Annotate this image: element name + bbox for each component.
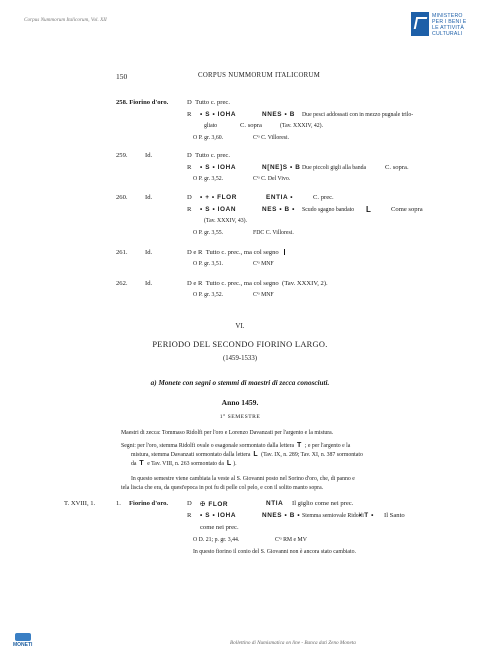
entry-1-weight: O D. 21; p. gr. 3,44. xyxy=(193,537,240,543)
entry-260-obverse-text: C. prec. xyxy=(313,194,334,201)
semester-heading: 1° SEMESTRE xyxy=(219,414,261,420)
entry-260-legend-1: • S • IOAN xyxy=(200,206,237,213)
entry-258-desc-3: C. sopra xyxy=(240,122,262,129)
section-title: PERIODO DEL SECONDO FIORINO LARGO. xyxy=(152,340,328,349)
section-dates: (1459-1533) xyxy=(223,355,257,362)
entry-259-number: 259. xyxy=(116,152,128,159)
entry-261-metal: Id. xyxy=(145,249,153,256)
page-number: 150 xyxy=(116,72,128,81)
paragraph-maestri: Maestri di zecca: Tommaso Ridolfi per l'oro e Lorenzo Davanzati per l'argento e la mistura. xyxy=(121,430,334,436)
entry-260-desc: Scudo sgagno bandato xyxy=(302,207,355,213)
footer-logo xyxy=(13,633,33,648)
logo-line-4: CULTURALI xyxy=(432,31,463,37)
entry-1-collection: Cⁱᵃ RM e MV xyxy=(275,537,307,543)
entry-260-mark: L xyxy=(366,205,372,214)
entry-1-obverse-text: Il giglio come nei prec. xyxy=(292,500,354,507)
entry-1-name: Fiorino d'oro. xyxy=(129,500,169,507)
entry-259-collection: Cⁱᵃ C. Del Vivo. xyxy=(253,176,291,182)
entry-1-mark: • T • xyxy=(359,512,374,519)
entry-262-number: 262. xyxy=(116,280,128,287)
entry-258-tav: (Tav. XXXIV, 42). xyxy=(280,123,324,129)
entry-258-legend-1: • S • IOHA xyxy=(200,111,237,118)
entry-258-legend-2: NNES • B xyxy=(262,111,295,118)
entry-259-reverse: R xyxy=(187,164,192,171)
entry-1-desc-3: come nei prec. xyxy=(200,524,239,531)
paragraph-segni-1: Segni: per l'oro, stemma Ridolfi ovale o esagonale sormontato dalla lettera T ; e per l'argento e la xyxy=(121,442,351,449)
entry-260-desc-2: Come sopra xyxy=(391,206,423,213)
entry-1-note: In questo fiorino il conio del S. Giovanni non è ancora stato cambiato. xyxy=(193,549,356,555)
entry-258-number: 258. Fiorino d'oro. xyxy=(116,99,169,106)
entry-259-weight: O P. gr. 3,52. xyxy=(193,176,224,182)
entry-261-number: 261. xyxy=(116,249,128,256)
paragraph-semestre-2: tela liscia che era, da quest'epoca in poi fu di pelle col pelo, e con il solito manto sopra. xyxy=(121,485,324,491)
section-subtitle: a) Monete con segni o stemmi di maestri di zecca conosciuti. xyxy=(150,379,330,387)
entry-259-metal: Id. xyxy=(145,152,153,159)
section-number: VI. xyxy=(235,322,245,330)
entry-260-obverse: D xyxy=(187,194,192,201)
ministry-logo xyxy=(411,12,469,42)
entry-259-desc-2: C. sopra. xyxy=(385,164,409,171)
entry-260-legend-2: NES • B • xyxy=(262,206,295,213)
entry-1-desc-2: Il Santo xyxy=(384,512,405,519)
footer-logo-icon xyxy=(15,633,31,641)
segno-bar-icon xyxy=(284,249,286,255)
entry-261-weight: O P. gr. 3,51. xyxy=(193,261,224,267)
entry-258-desc-2: gliato xyxy=(204,123,218,129)
entry-1-legend-1: • S • IOHA xyxy=(200,512,237,519)
publication-title: Corpus Nummorum Italicorum, Vol. XII xyxy=(24,17,107,23)
entry-1-number: 1. xyxy=(116,500,121,507)
entry-260-metal: Id. xyxy=(145,194,153,201)
entry-261-text: D e R Tutto c. prec., ma col segno xyxy=(187,249,285,256)
paragraph-segni-3: da T e Tav. VIII, n. 263 sormontato da L ). xyxy=(131,460,237,467)
entry-1-legend-2: NNES • B • xyxy=(262,512,301,519)
entry-260-tav: (Tav. XXXIV, 43). xyxy=(204,218,248,224)
logo-line-3: LE ATTIVITÀ xyxy=(432,25,465,31)
entry-260-obverse-legend-1: • + • FLOR xyxy=(200,194,237,201)
paragraph-semestre-1: In questo semestre viene cambiata la veste al S. Giovanni posto nel Sorino d'oro, che, di panno e xyxy=(131,476,355,482)
entry-262-text: D e R Tutto c. prec., ma col segno (Tav. XXXIV, 2). xyxy=(187,280,328,287)
logo-line-1: MINISTERO xyxy=(432,13,463,19)
entry-262-metal: Id. xyxy=(145,280,153,287)
entry-1-obverse: D xyxy=(187,500,192,507)
logo-line-2: PER I BENI E xyxy=(432,19,467,25)
entry-262-weight: O P. gr. 3,52. xyxy=(193,292,224,298)
footer-logo-text: MONETI xyxy=(13,642,33,648)
entry-259-obverse: D Tutto c. prec. xyxy=(187,152,230,159)
entry-1-reverse: R xyxy=(187,512,192,519)
entry-258-weight: O P. gr. 3,60. xyxy=(193,135,224,141)
entry-260-collection: FDC C. Villoresi. xyxy=(253,230,294,236)
ministry-logo-icon xyxy=(411,12,429,36)
entry-260-reverse: R xyxy=(187,206,192,213)
entry-262-collection: Cⁱᵃ MNF xyxy=(253,292,274,298)
entry-1-desc: Stemma semiovale Ridolfi xyxy=(302,513,364,519)
entry-1-obverse-legend-1: ✠ FLOR xyxy=(200,501,229,508)
running-head: CORPUS NUMMORUM ITALICORUM xyxy=(198,72,321,79)
entry-258-obverse: D Tutto c. prec. xyxy=(187,99,230,106)
entry-260-number: 260. xyxy=(116,194,128,201)
entry-260-weight: O P. gr. 3,55. xyxy=(193,230,224,236)
entry-259-legend-2: N[NE]S • B xyxy=(262,164,301,171)
footer-text: Bollettino di Numismatica on line - Banca dati Zeno Moneta xyxy=(230,640,356,646)
entry-258-reverse: R xyxy=(187,111,192,118)
entry-260-obverse-legend-2: ENTIA • xyxy=(266,194,294,201)
paragraph-segni-2: mistura, stemma Davanzati sormontato dalla lettera L (Tav. IX, n. 289; Tav. XI, n. 387 sormontato xyxy=(131,451,363,458)
entry-261-collection: Cⁱᵃ MNF xyxy=(253,261,274,267)
year-heading: Anno 1459. xyxy=(221,398,259,407)
entry-1-obverse-legend-2: NTIA xyxy=(266,500,284,507)
entry-1-plate-ref: T. XVIII, 1. xyxy=(64,500,96,507)
entry-258-desc: Due pesci addossati con in mezzo pugnale trilo- xyxy=(302,112,414,118)
entry-259-legend-1: • S • IOHA xyxy=(200,164,237,171)
entry-259-desc: Due piccoli gigli alla banda xyxy=(302,165,367,171)
entry-258-collection: Cⁱᵃ C. Villoresi. xyxy=(253,135,290,141)
